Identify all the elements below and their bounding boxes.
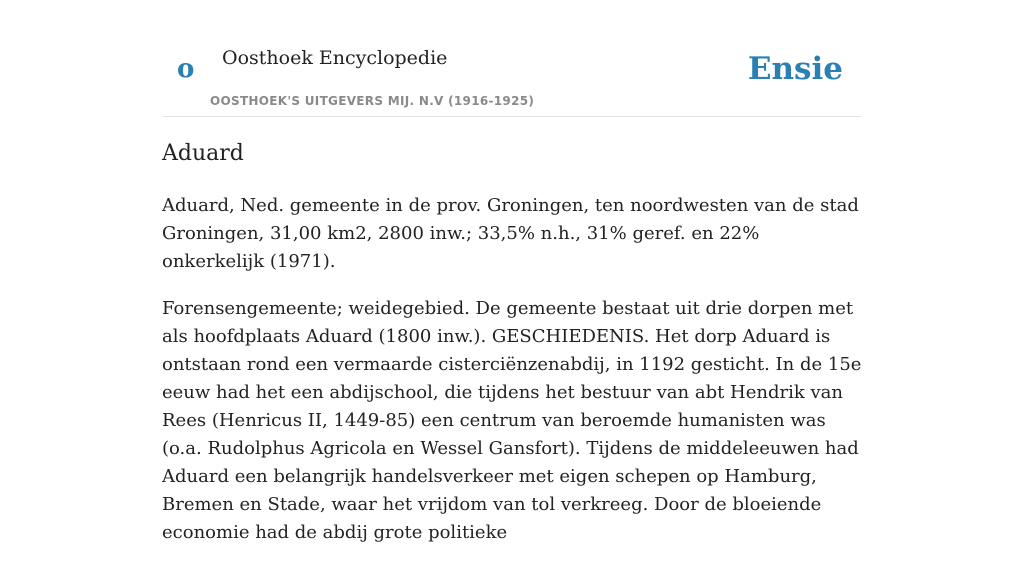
site-title[interactable]: Oosthoek Encyclopedie [222,47,448,69]
encyclopedia-logo-icon[interactable]: o [177,54,195,84]
article-paragraph: Aduard, Ned. gemeente in de prov. Groningen, ten noordwesten van de stad Groningen, 31,00 km2, 2800 inw.; 33,5% n.h., 31% geref. en 22% onkerkelijk (1971). [162,195,859,272]
site-header [162,0,862,117]
article-body [162,192,862,566]
article-paragraph: Forensengemeente; weidegebied. De gemeente bestaat uit drie dorpen met als hoofdplaats Aduard (1800 inw.). GESCHIEDENIS. Het dorp Aduard is ontstaan rond een vermaarde cisterciënzenabdij, in 1192 gesticht. In de 15e eeuw had het een abdijschool, die tijdens het bestuur van abt Hendrik van Rees (Henricus II, 1449-85) een centrum van beroemde humanisten was (o.a. Rudolphus Agricola en Wessel Gansfort). Tijdens de middeleeuwen had Aduard een belangrijk handelsverkeer met eigen schepen op Hamburg, Bremen en Stade, waar het vrijdom van tol verkreeg. Door de bloeiende economie had de abdij grote politieke [162,298,862,543]
ensie-brand-link[interactable]: Ensie [747,51,843,87]
publisher-subtitle: OOSTHOEK'S UITGEVERS MIJ. N.V (1916-1925) [210,94,535,108]
article-title: Aduard [162,141,244,166]
